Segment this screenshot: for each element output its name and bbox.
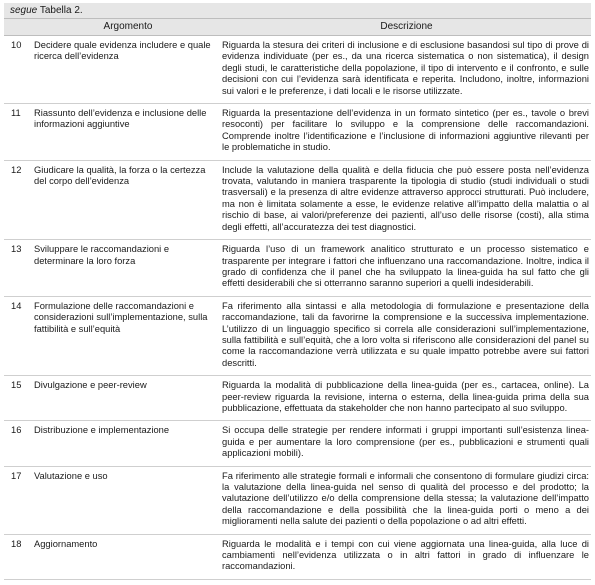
- table-row: [4, 376, 591, 421]
- row-argomento: Decidere quale evidenza includere e quale ricerca dell’evidenza: [34, 36, 222, 104]
- table-row: [4, 36, 591, 104]
- header-row: [4, 19, 591, 36]
- row-argomento: Distribuzione e implementazione: [34, 421, 222, 466]
- row-number: 12: [4, 160, 34, 239]
- table-row: [4, 104, 591, 161]
- row-argomento: Sviluppare le raccomandazioni e determinare la loro forza: [34, 240, 222, 297]
- header-num: [4, 19, 34, 36]
- row-descrizione: Riguarda la stesura dei criteri di inclusione e di esclusione basandosi sul tipo di prove di evidenza individuate (per es., da una ricerca sistematica o non sistematica), il design degli studi, le caratteristiche della popolazione, il tipo di intervento e il confronto, e sulle decisioni con cui l’evidenza sarà identificata e reperita. Includono, inoltre, informazioni sui valori e le preferenze, i dati locali e le risorse utilizzate.: [222, 36, 591, 104]
- row-number: 13: [4, 240, 34, 297]
- row-descrizione: Include la valutazione della qualità e della fiducia che può essere posta nell’evidenza trovata, valutando in maniera trasparente la tipologia di studio (studi individuali o studi trasversali) e la presenza di altre evidenze attraverso approcci strutturati. Può includere, ma non è limitata solamente a esse, le evidenze relative all’impatto della malattia o al rischio di base, ai valori/preferenze dei pazienti, all’uso delle risorse (costi), alla stima degli effetti, all’accuratezza dei test diagnostici.: [222, 160, 591, 239]
- table-row: [4, 534, 591, 579]
- table-row: [4, 296, 591, 375]
- guideline-table: [4, 19, 591, 580]
- table-row: [4, 240, 591, 297]
- row-argomento: Formulazione delle raccomandazioni e considerazioni sull’implementazione, sulla fattibilità e sull’equità: [34, 296, 222, 375]
- row-argomento: Giudicare la qualità, la forza o la certezza del corpo dell’evidenza: [34, 160, 222, 239]
- row-descrizione: Riguarda le modalità e i tempi con cui viene aggiornata una linea-guida, alla luce di cambiamenti nell’evidenza utilizzata o in altri fattori in grado di influenzare le raccomandazioni.: [222, 534, 591, 579]
- row-argomento: Riassunto dell’evidenza e inclusione delle informazioni aggiuntive: [34, 104, 222, 161]
- table-body: [4, 36, 591, 580]
- row-descrizione: Riguarda l’uso di un framework analitico strutturato e un processo sistematico e trasparente per integrare i fattori che influenzano una raccomandazione. Inoltre, indica il grado di confidenza che il panel che ha sviluppato la linea-guida ha sul fatto che gli effetti desiderabili che si otterranno saranno superiori a quelli indesiderabili.: [222, 240, 591, 297]
- table-row: [4, 421, 591, 466]
- row-descrizione: Riguarda la presentazione dell’evidenza in un formato sintetico (per es., tavole o brevi resoconti) per facilitare lo sviluppo e la comprensione delle raccomandazioni. Comprende inoltre l’identificazione e l’inclusione di informazioni aggiuntive rilevanti per le problematiche in studio.: [222, 104, 591, 161]
- row-number: 17: [4, 466, 34, 534]
- row-number: 15: [4, 376, 34, 421]
- row-number: 14: [4, 296, 34, 375]
- row-argomento: Divulgazione e peer-review: [34, 376, 222, 421]
- row-descrizione: Si occupa delle strategie per rendere informati i gruppi importanti sull’esistenza linea-guida e per aumentare la loro comprensione (per es., pubblicazioni e strumenti quali applicazioni mobili).: [222, 421, 591, 466]
- caption-italic: segue: [10, 5, 38, 16]
- caption-text: Tabella 2.: [37, 5, 83, 16]
- row-number: 11: [4, 104, 34, 161]
- row-descrizione: Fa riferimento alle strategie formali e informali che consentono di formulare giudizi circa: la valutazione della linea-guida nel senso di qualità del processo e del prodotto; la valutazione dell’utilizzo e/o della comprensione della stessa; la valutazione dell’impatto della raccomandazione e della possibilità che la linea-guida porti o meno a dei miglioramenti nella salute dei pazienti o della popolazione o ad altri effetti.: [222, 466, 591, 534]
- row-descrizione: Fa riferimento alla sintassi e alla metodologia di formulazione e presentazione della raccomandazione, tali da favorirne la comprensione e la successiva implementazione. L’utilizzo di un linguaggio specifico si correla alle considerazioni sull’implementazione, sulla fattibilità e sull’equità, che a loro volta si riferiscono alle considerazioni del panel su come la raccomandazione verrà utilizzata e su quale impatto potrebbe avere sui fattori descritti.: [222, 296, 591, 375]
- table-caption: [4, 3, 591, 19]
- table-row: [4, 160, 591, 239]
- row-number: 16: [4, 421, 34, 466]
- row-number: 10: [4, 36, 34, 104]
- row-descrizione: Riguarda la modalità di pubblicazione della linea-guida (per es., cartacea, online). La peer-review riguarda la revisione, interna o esterna, della linea-guida prima della sua pubblicazione, effettuata da stakeholder che non hanno partecipato al suo sviluppo.: [222, 376, 591, 421]
- table-row: [4, 466, 591, 534]
- row-argomento: Valutazione e uso: [34, 466, 222, 534]
- header-descrizione: Descrizione: [222, 19, 591, 36]
- row-argomento: Aggiornamento: [34, 534, 222, 579]
- header-argomento: Argomento: [34, 19, 222, 36]
- row-number: 18: [4, 534, 34, 579]
